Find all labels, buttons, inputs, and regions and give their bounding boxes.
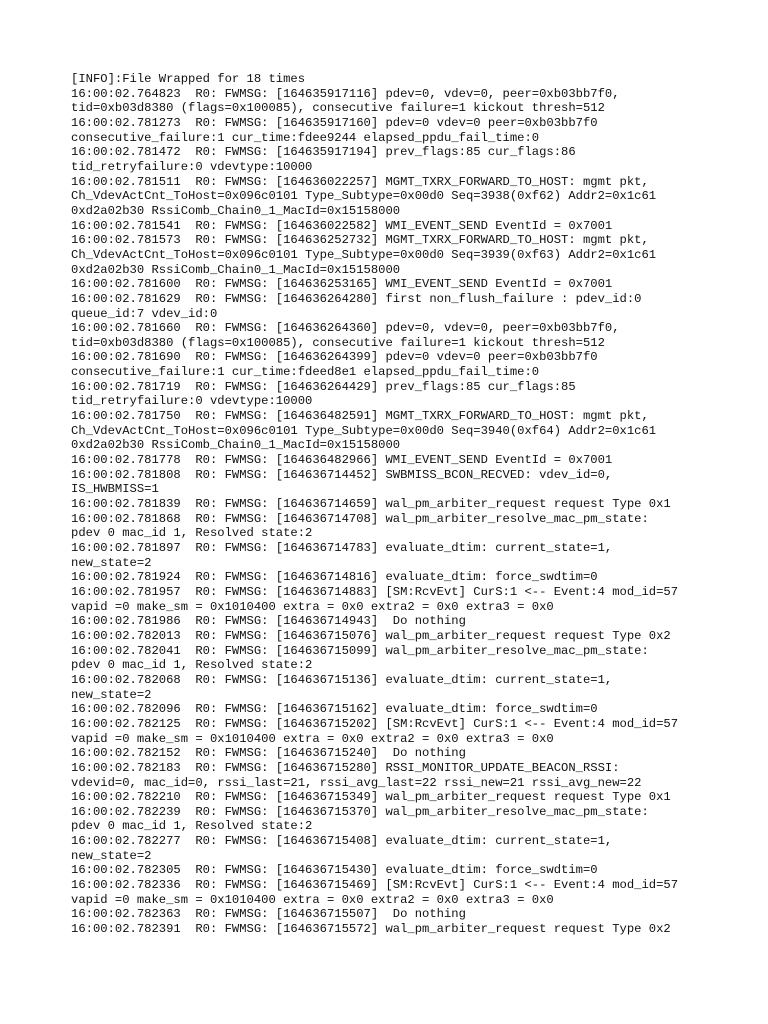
log-line: 16:00:02.781573 R0: FWMSG: [164636252732] MGMT_TXRX_FORWARD_TO_HOST: mgmt pkt, <box>71 233 649 248</box>
log-line: tid=0xb03d8380 (flags=0x100085), consecutive failure=1 kickout thresh=512 <box>71 335 605 350</box>
log-line: 16:00:02.782363 R0: FWMSG: [164636715507] Do nothing <box>71 907 466 922</box>
log-line: pdev 0 mac_id 1, Resolved state:2 <box>71 819 313 834</box>
log-line: vdevid=0, mac_id=0, rssi_last=21, rssi_avg_last=22 rssi_new=21 rssi_avg_new=22 <box>71 775 642 790</box>
log-line: vapid =0 make_sm = 0x1010400 extra = 0x0 extra2 = 0x0 extra3 = 0x0 <box>71 599 554 614</box>
log-line: 16:00:02.782210 R0: FWMSG: [164636715349] wal_pm_arbiter_request request Type 0x1 <box>71 790 671 805</box>
log-line: 16:00:02.782277 R0: FWMSG: [164636715408] evaluate_dtim: current_state=1, <box>71 834 613 849</box>
log-line: 16:00:02.781897 R0: FWMSG: [164636714783] evaluate_dtim: current_state=1, <box>71 541 613 555</box>
log-line: 16:00:02.781750 R0: FWMSG: [164636482591] MGMT_TXRX_FORWARD_TO_HOST: mgmt pkt, <box>71 409 649 424</box>
log-line: 16:00:02.781511 R0: FWMSG: [164636022257] MGMT_TXRX_FORWARD_TO_HOST: mgmt pkt, <box>71 174 649 189</box>
log-line: 16:00:02.782013 R0: FWMSG: [164636715076] wal_pm_arbiter_request request Type 0x2 <box>71 628 671 643</box>
log-line: vapid =0 make_sm = 0x1010400 extra = 0x0 extra2 = 0x0 extra3 = 0x0 <box>71 892 554 907</box>
log-line: pdev 0 mac_id 1, Resolved state:2 <box>71 658 313 673</box>
log-line: 16:00:02.782041 R0: FWMSG: [164636715099] wal_pm_arbiter_resolve_mac_pm_state: <box>71 643 649 658</box>
log-line: 16:00:02.782068 R0: FWMSG: [164636715136] evaluate_dtim: current_state=1, <box>71 672 613 687</box>
log-line: 16:00:02.781600 R0: FWMSG: [164636253165] WMI_EVENT_SEND EventId = 0x7001 <box>71 277 613 292</box>
log-line: 0xd2a02b30 RssiComb_Chain0_1_MacId=0x15158000 <box>71 203 401 218</box>
log-line: 16:00:02.782152 R0: FWMSG: [164636715240] Do nothing <box>71 746 466 761</box>
log-line: Ch_VdevActCnt_ToHost=0x096c0101 Type_Subtype=0x00d0 Seq=3939(0xf63) Addr2=0x1c61 <box>71 247 657 262</box>
log-line: tid_retryfailure:0 vdevtype:10000 <box>71 159 313 174</box>
log-line: 0xd2a02b30 RssiComb_Chain0_1_MacId=0x15158000 <box>71 438 401 453</box>
log-line: 16:00:02.781629 R0: FWMSG: [164636264280] first non_flush_failure : pdev_id:0 <box>71 291 642 306</box>
log-line: 16:00:02.764823 R0: FWMSG: [164635917116] pdev=0, vdev=0, peer=0xb03bb7f0, <box>71 86 620 101</box>
log-body <box>71 72 711 937</box>
log-line: new_state=2 <box>71 555 152 570</box>
log-line: consecutive_failure:1 cur_time:fdeed8e1 elapsed_ppdu_fail_time:0 <box>71 365 540 380</box>
log-line: 16:00:02.781957 R0: FWMSG: [164636714883] [SM:RcvEvt] CurS:1 <-- Event:4 mod_id=57 <box>71 584 679 599</box>
log-line: 16:00:02.781660 R0: FWMSG: [164636264360] pdev=0, vdev=0, peer=0xb03bb7f0, <box>71 321 620 336</box>
log-line: 16:00:02.781778 R0: FWMSG: [164636482966] WMI_EVENT_SEND EventId = 0x7001 <box>71 453 613 468</box>
log-line: 16:00:02.781719 R0: FWMSG: [164636264429] prev_flags:85 cur_flags:85 <box>71 379 576 394</box>
log-line: [INFO]:File Wrapped for 18 times <box>71 72 306 86</box>
log-line: Ch_VdevActCnt_ToHost=0x096c0101 Type_Subtype=0x00d0 Seq=3938(0xf62) Addr2=0x1c61 <box>71 189 657 204</box>
log-line: 16:00:02.781986 R0: FWMSG: [164636714943] Do nothing <box>71 614 466 629</box>
log-line: IS_HWBMISS=1 <box>71 482 159 497</box>
log-document <box>71 72 711 937</box>
log-line: 0xd2a02b30 RssiComb_Chain0_1_MacId=0x15158000 <box>71 262 401 277</box>
log-line: 16:00:02.782239 R0: FWMSG: [164636715370] wal_pm_arbiter_resolve_mac_pm_state: <box>71 804 649 819</box>
log-line: Ch_VdevActCnt_ToHost=0x096c0101 Type_Subtype=0x00d0 Seq=3940(0xf64) Addr2=0x1c61 <box>71 423 657 438</box>
log-line: 16:00:02.781273 R0: FWMSG: [164635917160] pdev=0 vdev=0 peer=0xb03bb7f0 <box>71 115 598 130</box>
log-line: 16:00:02.781868 R0: FWMSG: [164636714708] wal_pm_arbiter_resolve_mac_pm_state: <box>71 511 649 526</box>
log-line: 16:00:02.781541 R0: FWMSG: [164636022582] WMI_EVENT_SEND EventId = 0x7001 <box>71 218 613 233</box>
log-line: 16:00:02.781690 R0: FWMSG: [164636264399] pdev=0 vdev=0 peer=0xb03bb7f0 <box>71 350 598 365</box>
log-line: 16:00:02.782096 R0: FWMSG: [164636715162] evaluate_dtim: force_swdtim=0 <box>71 702 598 717</box>
log-line: pdev 0 mac_id 1, Resolved state:2 <box>71 526 313 541</box>
log-line: queue_id:7 vdev_id:0 <box>71 306 218 321</box>
log-line: 16:00:02.781472 R0: FWMSG: [164635917194] prev_flags:85 cur_flags:86 <box>71 145 576 160</box>
log-line: 16:00:02.782391 R0: FWMSG: [164636715572] wal_pm_arbiter_request request Type 0x2 <box>71 922 671 937</box>
log-line: new_state=2 <box>71 848 152 863</box>
log-line: 16:00:02.781808 R0: FWMSG: [164636714452] SWBMISS_BCON_RECVED: vdev_id=0, <box>71 467 613 482</box>
log-line: tid_retryfailure:0 vdevtype:10000 <box>71 394 313 409</box>
log-line: 16:00:02.782336 R0: FWMSG: [164636715469] [SM:RcvEvt] CurS:1 <-- Event:4 mod_id=57 <box>71 878 679 893</box>
log-line: new_state=2 <box>71 687 152 702</box>
log-line: consecutive_failure:1 cur_time:fdee9244 elapsed_ppdu_fail_time:0 <box>71 130 540 145</box>
log-line: 16:00:02.781839 R0: FWMSG: [164636714659] wal_pm_arbiter_request request Type 0x1 <box>71 497 671 512</box>
log-line: 16:00:02.782305 R0: FWMSG: [164636715430] evaluate_dtim: force_swdtim=0 <box>71 863 598 878</box>
log-line: 16:00:02.782125 R0: FWMSG: [164636715202] [SM:RcvEvt] CurS:1 <-- Event:4 mod_id=57 <box>71 716 679 731</box>
log-line: tid=0xb03d8380 (flags=0x100085), consecutive failure=1 kickout thresh=512 <box>71 101 605 116</box>
log-line: 16:00:02.782183 R0: FWMSG: [164636715280] RSSI_MONITOR_UPDATE_BEACON_RSSI: <box>71 760 620 775</box>
log-line: vapid =0 make_sm = 0x1010400 extra = 0x0 extra2 = 0x0 extra3 = 0x0 <box>71 731 554 746</box>
log-line: 16:00:02.781924 R0: FWMSG: [164636714816] evaluate_dtim: force_swdtim=0 <box>71 570 598 585</box>
